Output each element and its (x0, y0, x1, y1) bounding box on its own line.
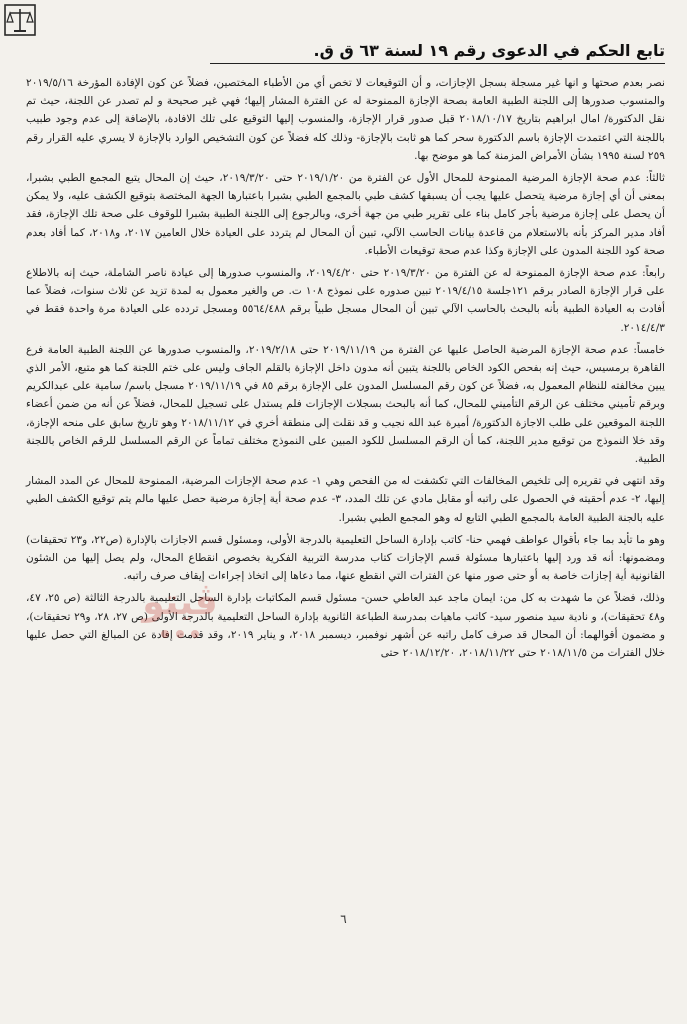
paragraph: خامساً: عدم صحة الإجازة المرضية الحاصل عليها عن الفترة من ٢٠١٩/١١/١٩ حتى ٢٠١٩/٢/١٨، والمنسوب صدورها عن اللجنة الطبية العامة فرع القاهرة برمسيس، حيث إنه بفحص الكود الخاص باللجنة يتبين أنه مدون داخل الإجازة بالقلم الجاف وليس على ختم اللجنة كما هو متبع، الأمر الذي يبين مخالفته للنظام المعمول به، فضلاً عن كون رقم المسلسل المدون على الإجازة برقم ٨٥ في ٢٠١٩/١١/١٩ مسجل باسم/ سامية على عبدالكريم وبرقم تأميني مختلف عن الرقم التأميني للمحال، كما أنه بالبحث بسجلات الإجازات فلم يستدل على تسجيل للمحال، فضلاً عن أنه من ضمن أعضاء اللجنة الموقعين على طلب الاجازة الدكتورة/ أميرة عبد الله نجيب و قد نقلت إلى منطقة أخري في ٢٠١٨/١١/١٢ وهو تاريخ سابق على منحه الإجازة، وقد خلا النموذج من توقيع مدير اللجنة، كما أن الرقم المسلسل للكود المبين على النموذج مختلف تماماً عن الرقم المسلسل للرقم الخاص باللجنة الطبية. (26, 343, 666, 466)
paragraph: وقد انتهى في تقريره إلى تلخيص المخالفات التي تكشفت له من الفحص وهي ١- عدم صحة الإجازات المرضية، الممنوحة للمحال عن المدد المشار إليها، ٢- عدم أحقيته في الحصول على راتبه أو مقابل مادي عن تلك المدد، ٣- عدم صحة أية إجازة مرضية حصل عليها مالم يتم توقيع الكشف الطبي عليه بالجنة الطبية العامة بالمجمع الطبي التابع له وهو المجمع الطبي بشبرا. (26, 475, 666, 524)
document-body (26, 74, 665, 666)
paragraph: وهو ما تأيد بما جاء بأقوال عواطف فهمي حنا- كاتب بإدارة الساحل التعليمية بالدرجة الأولى، ومسئول قسم الاجازات بالإدارة (ص٢٢، و٢٣ تحقيقات) ومضمونها: أنه قد ورد إليها باعتبارها مسئولة قسم الإجازات كتاب مدرسة التربية الفكرية بخصوص انقطاع المحال، ولم يصل إليها من الشئون القانونية أية إجازات خاصة به أو حتى صور منها عن الفترات التي انقطع عنها، مما دعاها إلى اتخاذ إجراءات إيقاف صرف راتبه. (26, 533, 665, 583)
paragraph: نصر بعدم صحتها و انها غير مسجلة بسجل الإجازات، و أن التوقيعات لا تخص أي من الأطباء المختصين، فضلاً عن كون الإفادة المؤرخة ٢٠١٩/٥/١٦ والمنسوب صدورها إلى اللجنة الطبية العامة بصحة الإجازة الممنوحة له عن الفترة المشار إليها؛ فهي غير صحيحة و لم تصدر عن اللجنة، حيث تم نقل الدكتورة/ امال ابراهيم بتاريخ ٢٠١٨/١٠/١٧ قبل صدور قرار الإجازة، والمنسوب إليها التوقيع على تلك الافادة، بالإضافة إلى عدم وجود طبيب باللجنة التي اعتمدت الإجازة باسم الدكتورة سحر كما هو ثابت بالإجازة- وذلك كله فضلاً عن كون التشخيص الوارد بالإجازة لا يسري عليه القرار رقم ٢٥٩ لسنة ١٩٩٥ بشأن الأمراض المزمنة كما هو موضح بها. (26, 77, 665, 162)
scales-emblem-icon (4, 4, 36, 36)
paragraph: ثالثاً: عدم صحة الإجازة المرضية الممنوحة للمحال الأول عن الفترة من ٢٠١٩/١/٢٠ حتى ٢٠١٩/٣/٢٠، حيث إن المحال يتبع المجمع الطبي بشبرا، بمعنى أن أي إجازة مرضية يتحصل عليها يجب أن يسبقها كشف طبي بالمجمع الطبي بشبرا باعتبارها الجهة المختصة بتوقيع الكشف عليه، ولا يمكن أن يحصل على إجازة مرضية بأجر كامل بناء على تقرير طبي من جهة أخرى، وبالرجوع إلى اللجنة الطبية بشبرا للوقوف على صحة تلك الإجازة، فقد أفاد مدير المركز بأنه بالاستعلام من قاعدة بيانات الحاسب الآلي، تبين أن المحال لم يتردد على العيادة خلال العامين ٢٠١٧، و٢٠١٨، كما أفاد بعدم صحة كود اللجنة المدون على الإجازة وكذا عدم صحة توقيعات الأطباء. (26, 172, 666, 257)
paragraph: رابعاً: عدم صحة الإجازة الممنوحة له عن الفترة من ٢٠١٩/٣/٢٠ حتى ٢٠١٩/٤/٢٠، والمنسوب صدورها إلى عيادة ناصر الشاملة، حيث إنه بالاطلاع على قرار الإجازة الصادر برقم ١٢١جلسة ٢٠١٩/٤/١٥ تبين صدوره على نموذج ١٠٨ ت. ص والغير معمول به لمدة تزيد عن ثلاث سنوات، فضلاً عما أفادت به العيادة الطبية بأنه بالبحث بالحاسب الآلي تبين أن المحال مسجل طبياً برقم ٥٥٦٤/٤٨٨ ومسجل تردده على العيادة مرة واحدة فقط في ٢٠١٤/٤/٣. (26, 267, 666, 334)
watermark-logo (100, 580, 260, 652)
page-number: ٦ (340, 912, 347, 926)
paragraph: وذلك، فضلاً عن ما شهدت به كل من: ايمان ماجد عبد العاطي حسن- مسئول قسم المكاتبات بإدارة الساحل التعليمية بالدرجة الثالثة (ص ٢٥، ٤٧، و٤٨ تحقيقات)، و نادية سيد منصور سيد- كاتب ماهيات بمدرسة الطباعة الثانوية بإدارة الساحل التعليمية بالدرجة الأولى (ص ٢٧، ٢٨، و٢٩ تحقيقات)، و مضمون أقوالهما: أن المحال قد صرف كامل راتبه عن أشهر نوفمبر، ديسمبر ٢٠١٨، و يناير ٢٠١٩، وقد قدمت إفادة عن المبالغ التي حصل عليها خلال الفترات من ٢٠١٨/١١/٥ حتى ٢٠١٨/١١/٢٢، ٢٠١٨/١٢/٢٠ حتى (26, 592, 665, 660)
watermark-text: ڤيتو (142, 582, 218, 623)
watermark-dots-icon (130, 626, 230, 644)
page-heading: تابع الحكم في الدعوى رقم ١٩ لسنة ٦٣ ق ق. (210, 40, 665, 64)
